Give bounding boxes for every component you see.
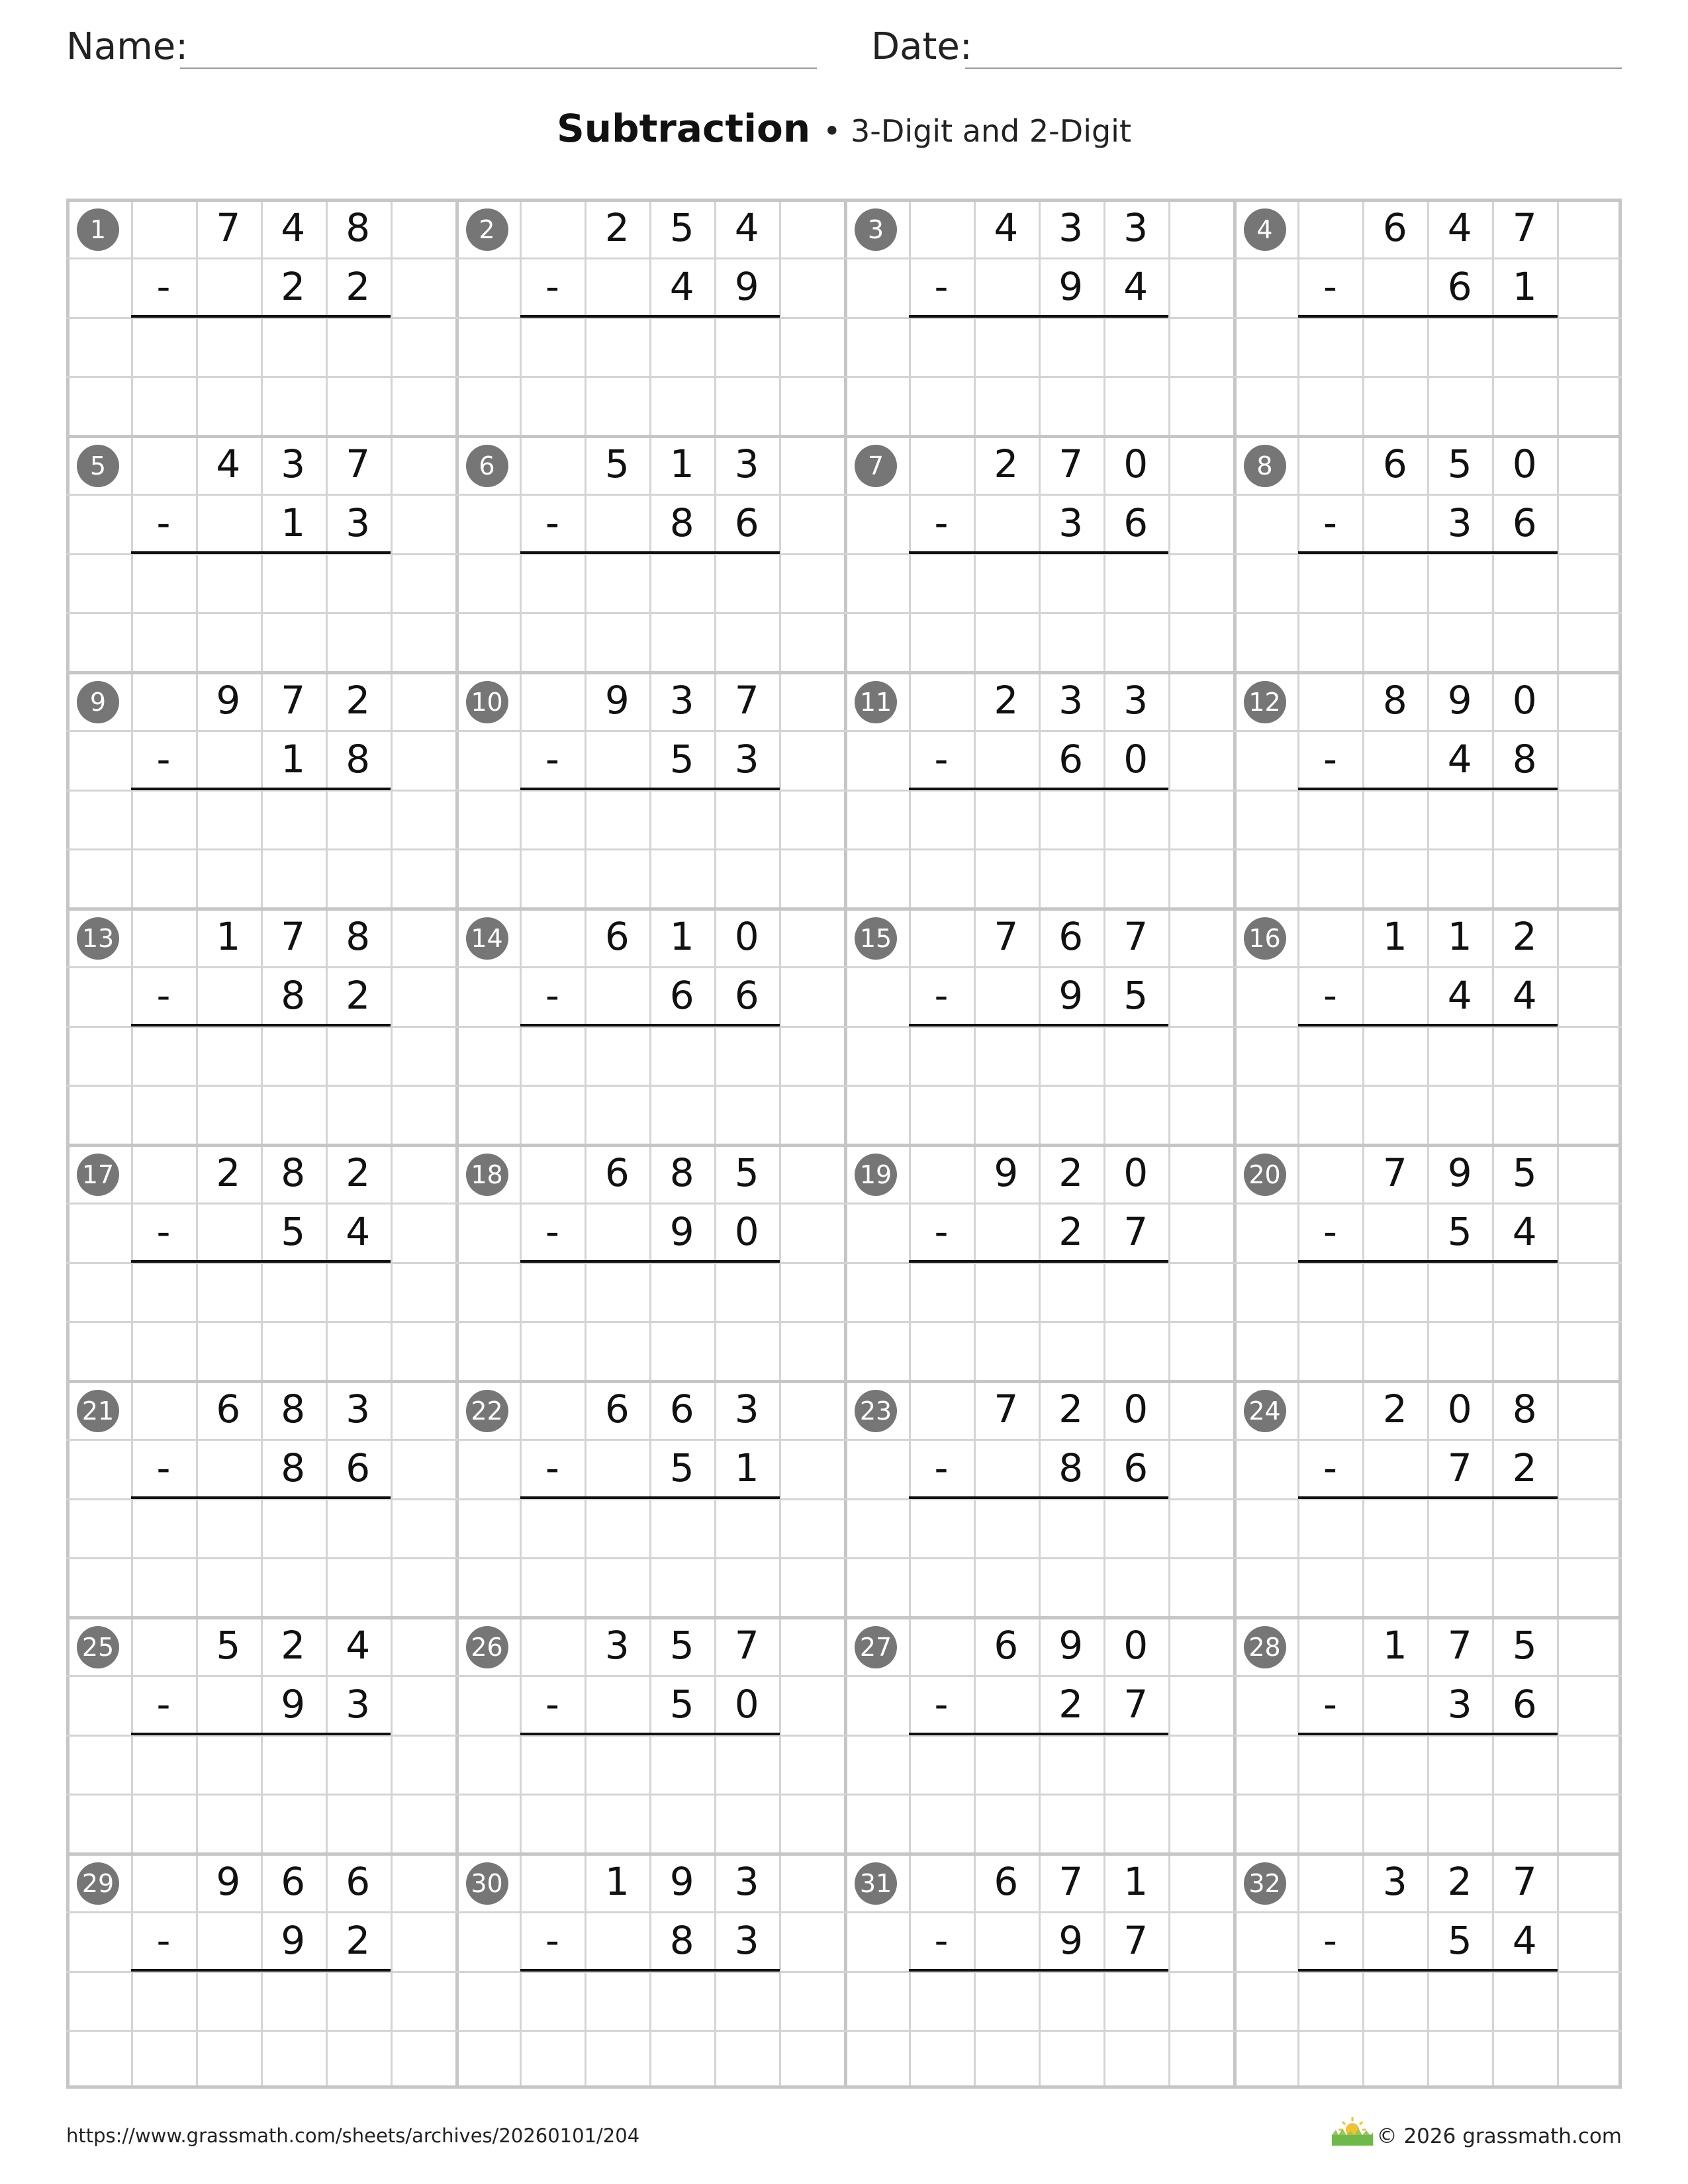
minuend-digit: 3 [669, 678, 694, 723]
subtrahend-digit: 9 [1058, 1918, 1084, 1964]
problem-number-badge: 12 [1244, 681, 1286, 723]
minuend-digit: 6 [346, 1859, 371, 1904]
answer-area[interactable] [131, 1735, 391, 1853]
subtrahend-digit: 1 [281, 737, 306, 782]
answer-area[interactable] [520, 1026, 779, 1144]
subtrahend-digit: 5 [669, 1445, 694, 1491]
answer-area[interactable] [520, 790, 779, 908]
answer-area[interactable] [131, 1262, 391, 1381]
minus-sign: - [156, 264, 171, 309]
problem-number-badge: 10 [466, 681, 508, 723]
answer-area[interactable] [1297, 317, 1557, 435]
minus-sign: - [934, 973, 949, 1018]
answer-area[interactable] [131, 317, 391, 435]
subtrahend-digit: 4 [1123, 264, 1149, 310]
subtrahend-digit: 6 [1123, 500, 1149, 546]
name-label: Name: [66, 25, 189, 68]
subtrahend-digit: 6 [734, 500, 759, 546]
minuend-digit: 3 [1058, 678, 1084, 723]
minuend-digit: 0 [1123, 441, 1149, 486]
problem-18 [455, 1144, 845, 1380]
problem-31 [844, 1852, 1233, 2089]
subtrahend-digit: 4 [346, 1209, 371, 1255]
answer-area[interactable] [520, 553, 779, 672]
minuend-digit: 3 [281, 441, 306, 486]
problem-number-badge: 3 [855, 208, 897, 251]
answer-area[interactable] [909, 1262, 1168, 1381]
subtrahend-digit: 6 [1512, 1682, 1537, 1727]
minuend-digit: 1 [216, 914, 241, 959]
problem-number-badge: 9 [77, 681, 119, 723]
subtrahend-digit: 3 [734, 1918, 759, 1964]
answer-area[interactable] [1297, 553, 1557, 672]
problem-5 [66, 435, 455, 671]
problem-24 [1233, 1380, 1622, 1616]
minuend-digit: 3 [604, 1623, 630, 1668]
footer-url: https://www.grassmath.com/sheets/archives/20260101/204 [66, 2124, 640, 2147]
problem-number-badge: 24 [1244, 1390, 1286, 1432]
minuend-digit: 9 [669, 1859, 694, 1904]
subtrahend-digit: 5 [1123, 973, 1149, 1019]
problem-10 [455, 671, 845, 907]
problem-1 [66, 199, 455, 435]
answer-area[interactable] [1297, 1735, 1557, 1853]
minuend-digit: 2 [604, 205, 630, 250]
minus-sign: - [934, 1209, 949, 1254]
subtrahend-digit: 7 [1447, 1445, 1472, 1491]
minuend-digit: 3 [1123, 205, 1149, 250]
answer-area[interactable] [1297, 1262, 1557, 1381]
subtrahend-digit: 3 [1447, 1682, 1472, 1727]
subtrahend-digit: 3 [346, 500, 371, 546]
answer-area[interactable] [1297, 1026, 1557, 1144]
minus-sign: - [156, 737, 171, 782]
minuend-digit: 2 [994, 441, 1019, 486]
problem-number-badge: 32 [1244, 1862, 1286, 1905]
problem-number-badge: 13 [77, 917, 119, 960]
minus-sign: - [1323, 1918, 1337, 1963]
minuend-digit: 9 [216, 1859, 241, 1904]
minus-sign: - [156, 1682, 171, 1727]
footer-copyright: © 2026 grassmath.com [1376, 2124, 1622, 2148]
problem-13 [66, 907, 455, 1144]
answer-area[interactable] [909, 1498, 1168, 1617]
minuend-digit: 7 [734, 678, 759, 723]
problem-17 [66, 1144, 455, 1380]
problem-22 [455, 1380, 845, 1616]
minus-sign: - [545, 973, 559, 1018]
subtrahend-digit: 4 [1447, 737, 1472, 782]
subtrahend-digit: 2 [346, 264, 371, 310]
grass-sun-logo-icon [1329, 2115, 1376, 2147]
subtrahend-digit: 9 [281, 1682, 306, 1727]
minuend-digit: 8 [281, 1387, 306, 1432]
minuend-digit: 5 [1512, 1623, 1537, 1668]
minuend-digit: 6 [994, 1859, 1019, 1904]
subtrahend-digit: 3 [1447, 500, 1472, 546]
worksheet-title: Subtraction [557, 106, 811, 151]
minuend-digit: 5 [604, 441, 630, 486]
date-label: Date: [871, 25, 972, 68]
minuend-digit: 4 [994, 205, 1019, 250]
problem-15 [844, 907, 1233, 1144]
minuend-digit: 0 [1447, 1387, 1472, 1432]
minus-sign: - [156, 500, 171, 545]
answer-area[interactable] [909, 1971, 1168, 2089]
answer-area[interactable] [520, 317, 779, 435]
minus-sign: - [934, 500, 949, 545]
subtrahend-digit: 6 [1512, 500, 1537, 546]
minuend-digit: 9 [1058, 1623, 1084, 1668]
problem-26 [455, 1616, 845, 1852]
problem-number-badge: 27 [855, 1626, 897, 1668]
minus-sign: - [156, 1209, 171, 1254]
minuend-digit: 3 [346, 1387, 371, 1432]
minuend-digit: 1 [1123, 1859, 1149, 1904]
minuend-digit: 6 [994, 1623, 1019, 1668]
subtrahend-digit: 1 [734, 1445, 759, 1491]
problem-number-badge: 30 [466, 1862, 508, 1905]
problem-number-badge: 22 [466, 1390, 508, 1432]
problem-number-badge: 18 [466, 1154, 508, 1196]
minuend-digit: 0 [1123, 1387, 1149, 1432]
minuend-digit: 2 [346, 1150, 371, 1195]
minus-sign: - [156, 1445, 171, 1490]
problem-21 [66, 1380, 455, 1616]
subtrahend-digit: 4 [1512, 1918, 1537, 1964]
subtrahend-digit: 5 [1447, 1209, 1472, 1255]
minuend-digit: 4 [216, 441, 241, 486]
problem-30 [455, 1852, 845, 2089]
answer-area[interactable] [520, 1735, 779, 1853]
answer-area[interactable] [131, 1971, 391, 2089]
minuend-digit: 4 [1447, 205, 1472, 250]
minuend-digit: 6 [1058, 914, 1084, 959]
minus-sign: - [1323, 500, 1337, 545]
subtrahend-digit: 0 [734, 1682, 759, 1727]
problem-number-badge: 11 [855, 681, 897, 723]
minuend-digit: 6 [1382, 441, 1407, 486]
minuend-digit: 9 [216, 678, 241, 723]
problem-number-badge: 6 [466, 445, 508, 487]
subtrahend-digit: 9 [734, 264, 759, 310]
minuend-digit: 5 [669, 1623, 694, 1668]
answer-area[interactable] [909, 1735, 1168, 1853]
minuend-digit: 4 [281, 205, 306, 250]
minuend-digit: 1 [1447, 914, 1472, 959]
minuend-digit: 5 [1512, 1150, 1537, 1195]
answer-area[interactable] [1297, 1971, 1557, 2089]
minuend-digit: 2 [994, 678, 1019, 723]
minuend-digit: 8 [281, 1150, 306, 1195]
problem-9 [66, 671, 455, 907]
answer-area[interactable] [131, 790, 391, 908]
problem-number-badge: 23 [855, 1390, 897, 1432]
worksheet-heading [0, 106, 1688, 151]
minuend-digit: 0 [1512, 678, 1537, 723]
subtrahend-digit: 9 [1058, 264, 1084, 310]
minuend-digit: 9 [994, 1150, 1019, 1195]
subtrahend-digit: 9 [669, 1209, 694, 1255]
minuend-digit: 0 [1512, 441, 1537, 486]
problem-6 [455, 435, 845, 671]
minuend-digit: 1 [604, 1859, 630, 1904]
subtrahend-digit: 6 [1123, 1445, 1149, 1491]
answer-area[interactable] [909, 1026, 1168, 1144]
answer-area[interactable] [520, 1262, 779, 1381]
minuend-digit: 7 [281, 678, 306, 723]
subtrahend-digit: 5 [669, 737, 694, 782]
minuend-digit: 7 [1058, 1859, 1084, 1904]
problem-25 [66, 1616, 455, 1852]
minus-sign: - [934, 1918, 949, 1963]
subtrahend-digit: 8 [1512, 737, 1537, 782]
minus-sign: - [1323, 1209, 1337, 1254]
subtrahend-digit: 8 [281, 973, 306, 1019]
name-field-line[interactable] [180, 68, 817, 69]
minuend-digit: 1 [1382, 914, 1407, 959]
minuend-digit: 6 [604, 1387, 630, 1432]
answer-area[interactable] [520, 1971, 779, 2089]
subtrahend-digit: 3 [1058, 500, 1084, 546]
subtrahend-digit: 0 [1123, 737, 1149, 782]
subtrahend-digit: 4 [1512, 1209, 1537, 1255]
minuend-digit: 7 [1123, 914, 1149, 959]
subtrahend-digit: 8 [669, 1918, 694, 1964]
minuend-digit: 7 [994, 914, 1019, 959]
minuend-digit: 7 [1512, 205, 1537, 250]
minuend-digit: 4 [734, 205, 759, 250]
minuend-digit: 6 [216, 1387, 241, 1432]
problem-number-badge: 31 [855, 1862, 897, 1905]
answer-area[interactable] [131, 553, 391, 672]
problem-number-badge: 7 [855, 445, 897, 487]
minus-sign: - [545, 1209, 559, 1254]
minuend-digit: 2 [1058, 1150, 1084, 1195]
minuend-digit: 5 [1447, 441, 1472, 486]
minuend-digit: 5 [216, 1623, 241, 1668]
problem-19 [844, 1144, 1233, 1380]
minuend-digit: 7 [1447, 1623, 1472, 1668]
minuend-digit: 7 [1512, 1859, 1537, 1904]
problem-number-badge: 29 [77, 1862, 119, 1905]
minus-sign: - [545, 737, 559, 782]
subtrahend-digit: 1 [281, 500, 306, 546]
problem-16 [1233, 907, 1622, 1144]
subtrahend-digit: 2 [1512, 1445, 1537, 1491]
minus-sign: - [1323, 1682, 1337, 1727]
subtrahend-digit: 3 [346, 1682, 371, 1727]
minuend-digit: 8 [1512, 1387, 1537, 1432]
problem-number-badge: 21 [77, 1390, 119, 1432]
problem-number-badge: 19 [855, 1154, 897, 1196]
minuend-digit: 7 [1382, 1150, 1407, 1195]
minus-sign: - [1323, 264, 1337, 309]
problem-2 [455, 199, 845, 435]
minuend-digit: 2 [216, 1150, 241, 1195]
minuend-digit: 9 [1447, 678, 1472, 723]
minuend-digit: 5 [669, 205, 694, 250]
minus-sign: - [934, 1682, 949, 1727]
problem-number-badge: 26 [466, 1626, 508, 1668]
problem-23 [844, 1380, 1233, 1616]
minus-sign: - [545, 1918, 559, 1963]
subtrahend-digit: 2 [346, 1918, 371, 1964]
problem-number-badge: 14 [466, 917, 508, 960]
problem-12 [1233, 671, 1622, 907]
problem-number-badge: 2 [466, 208, 508, 251]
minuend-digit: 5 [734, 1150, 759, 1195]
problem-28 [1233, 1616, 1622, 1852]
worksheet-subtitle: • 3-Digit and 2-Digit [823, 113, 1131, 149]
minus-sign: - [934, 737, 949, 782]
minus-sign: - [1323, 1445, 1337, 1490]
minuend-digit: 7 [994, 1387, 1019, 1432]
problem-7 [844, 435, 1233, 671]
minuend-digit: 7 [281, 914, 306, 959]
problem-8 [1233, 435, 1622, 671]
problem-number-badge: 4 [1244, 208, 1286, 251]
subtrahend-digit: 8 [1058, 1445, 1084, 1491]
minuend-digit: 0 [734, 914, 759, 959]
subtrahend-digit: 6 [734, 973, 759, 1019]
minuend-digit: 8 [346, 205, 371, 250]
subtrahend-digit: 7 [1123, 1918, 1149, 1964]
subtrahend-digit: 5 [669, 1682, 694, 1727]
minuend-digit: 2 [1382, 1387, 1407, 1432]
problem-number-badge: 20 [1244, 1154, 1286, 1196]
minus-sign: - [545, 264, 559, 309]
minuend-digit: 3 [1123, 678, 1149, 723]
problem-number-badge: 28 [1244, 1626, 1286, 1668]
minuend-digit: 1 [669, 441, 694, 486]
answer-area[interactable] [1297, 1498, 1557, 1617]
problem-29 [66, 1852, 455, 2089]
subtrahend-digit: 6 [1058, 737, 1084, 782]
minus-sign: - [934, 1445, 949, 1490]
subtrahend-digit: 4 [1512, 973, 1537, 1019]
subtrahend-digit: 2 [1058, 1682, 1084, 1727]
minuend-digit: 3 [1382, 1859, 1407, 1904]
answer-area[interactable] [909, 317, 1168, 435]
problem-3 [844, 199, 1233, 435]
subtrahend-digit: 7 [1123, 1209, 1149, 1255]
subtrahend-digit: 8 [346, 737, 371, 782]
minuend-digit: 3 [734, 1387, 759, 1432]
subtrahend-digit: 6 [669, 973, 694, 1019]
minuend-digit: 9 [604, 678, 630, 723]
subtrahend-digit: 9 [281, 1918, 306, 1964]
minuend-digit: 6 [604, 914, 630, 959]
minuend-digit: 2 [1447, 1859, 1472, 1904]
minuend-digit: 0 [1123, 1150, 1149, 1195]
minus-sign: - [934, 264, 949, 309]
subtrahend-digit: 5 [1447, 1918, 1472, 1964]
minuend-digit: 3 [1058, 205, 1084, 250]
problem-number-badge: 16 [1244, 917, 1286, 960]
minuend-digit: 7 [216, 205, 241, 250]
minuend-digit: 7 [346, 441, 371, 486]
subtrahend-digit: 2 [346, 973, 371, 1019]
minuend-digit: 8 [346, 914, 371, 959]
minuend-digit: 7 [1058, 441, 1084, 486]
minuend-digit: 2 [1058, 1387, 1084, 1432]
subtrahend-digit: 6 [1447, 264, 1472, 310]
minuend-digit: 4 [346, 1623, 371, 1668]
minuend-digit: 7 [734, 1623, 759, 1668]
subtrahend-digit: 9 [1058, 973, 1084, 1019]
minuend-digit: 3 [734, 441, 759, 486]
date-field-line[interactable] [965, 68, 1622, 69]
minuend-digit: 2 [1512, 914, 1537, 959]
subtrahend-digit: 7 [1123, 1682, 1149, 1727]
problem-number-badge: 1 [77, 208, 119, 251]
subtrahend-digit: 2 [281, 264, 306, 310]
problem-number-badge: 15 [855, 917, 897, 960]
minuend-digit: 2 [281, 1623, 306, 1668]
problem-grid [66, 199, 1622, 2089]
answer-area[interactable] [131, 1498, 391, 1617]
minuend-digit: 2 [346, 678, 371, 723]
subtrahend-digit: 2 [1058, 1209, 1084, 1255]
subtrahend-digit: 3 [734, 737, 759, 782]
answer-area[interactable] [909, 790, 1168, 908]
minus-sign: - [1323, 973, 1337, 1018]
subtrahend-digit: 1 [1512, 264, 1537, 310]
minuend-digit: 6 [281, 1859, 306, 1904]
subtrahend-digit: 8 [281, 1445, 306, 1491]
subtrahend-digit: 5 [281, 1209, 306, 1255]
problem-number-badge: 5 [77, 445, 119, 487]
problem-32 [1233, 1852, 1622, 2089]
problem-number-badge: 17 [77, 1154, 119, 1196]
problem-number-badge: 8 [1244, 445, 1286, 487]
minuend-digit: 8 [1382, 678, 1407, 723]
answer-area[interactable] [131, 1026, 391, 1144]
problem-20 [1233, 1144, 1622, 1380]
subtrahend-digit: 6 [346, 1445, 371, 1491]
minus-sign: - [545, 500, 559, 545]
minus-sign: - [1323, 737, 1337, 782]
subtrahend-digit: 4 [1447, 973, 1472, 1019]
answer-area[interactable] [909, 553, 1168, 672]
problem-14 [455, 907, 845, 1144]
subtrahend-digit: 4 [669, 264, 694, 310]
subtrahend-digit: 0 [734, 1209, 759, 1255]
subtrahend-digit: 8 [669, 500, 694, 546]
minuend-digit: 8 [669, 1150, 694, 1195]
minuend-digit: 6 [1382, 205, 1407, 250]
minus-sign: - [545, 1445, 559, 1490]
minuend-digit: 3 [734, 1859, 759, 1904]
answer-area[interactable] [1297, 790, 1557, 908]
problem-27 [844, 1616, 1233, 1852]
minus-sign: - [156, 973, 171, 1018]
minuend-digit: 1 [669, 914, 694, 959]
problem-number-badge: 25 [77, 1626, 119, 1668]
minuend-digit: 6 [669, 1387, 694, 1432]
minus-sign: - [156, 1918, 171, 1963]
minuend-digit: 6 [604, 1150, 630, 1195]
minus-sign: - [545, 1682, 559, 1727]
minuend-digit: 0 [1123, 1623, 1149, 1668]
minuend-digit: 9 [1447, 1150, 1472, 1195]
minuend-digit: 1 [1382, 1623, 1407, 1668]
problem-11 [844, 671, 1233, 907]
problem-4 [1233, 199, 1622, 435]
answer-area[interactable] [520, 1498, 779, 1617]
